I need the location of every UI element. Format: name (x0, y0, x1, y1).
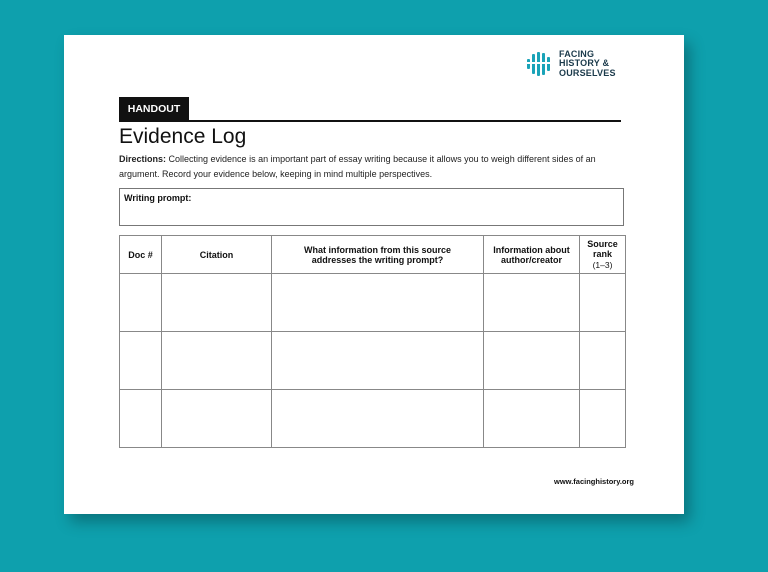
column-header-label: Source rank (587, 239, 618, 259)
directions-body: Collecting evidence is an important part of essay writing because it allows you to weigh different sides of an argument. Record your evidence below, keeping in mind multiple perspectives. (119, 154, 596, 179)
directions-label: Directions: (119, 154, 167, 164)
table-cell-rank[interactable] (580, 332, 626, 390)
table-cell-citation[interactable] (162, 390, 272, 448)
table-cell-doc[interactable] (120, 274, 162, 332)
table-header-row (120, 236, 626, 274)
table-cell-author[interactable] (484, 332, 580, 390)
table-cell-citation[interactable] (162, 332, 272, 390)
table-cell-author[interactable] (484, 274, 580, 332)
logo-line: FACING (559, 48, 595, 59)
header-rule (119, 120, 621, 122)
logo-line: OURSELVES (559, 67, 616, 78)
column-header-author (484, 236, 580, 274)
table-cell-information[interactable] (272, 332, 484, 390)
column-header-label: Doc # (128, 249, 153, 260)
facing-history-logo[interactable] (525, 48, 625, 80)
table-row (120, 390, 626, 448)
column-header-label: What information from this source addresses the writing prompt? (303, 244, 451, 265)
table-cell-doc[interactable] (120, 390, 162, 448)
logo-line: HISTORY & (559, 58, 610, 69)
writing-prompt-field[interactable] (119, 188, 624, 226)
column-header-doc (120, 236, 162, 274)
column-header-label: Information about author/creator (493, 244, 570, 265)
page-title: Evidence Log (119, 125, 247, 148)
table-cell-doc[interactable] (120, 332, 162, 390)
writing-prompt-label: Writing prompt: (124, 193, 192, 203)
column-header-information (272, 236, 484, 274)
table-cell-rank[interactable] (580, 274, 626, 332)
table-cell-rank[interactable] (580, 390, 626, 448)
logo-text (559, 50, 616, 79)
evidence-log-table (119, 235, 626, 448)
table-cell-information[interactable] (272, 390, 484, 448)
table-row (120, 274, 626, 332)
column-header-rank (580, 236, 626, 274)
table-cell-author[interactable] (484, 390, 580, 448)
handout-tag: HANDOUT (119, 97, 189, 121)
column-header-citation (162, 236, 272, 274)
table-row (120, 332, 626, 390)
column-header-label: Citation (199, 249, 234, 260)
table-cell-information[interactable] (272, 274, 484, 332)
table-cell-citation[interactable] (162, 274, 272, 332)
handout-page (64, 35, 684, 514)
directions-text (119, 152, 619, 182)
footer-url-link[interactable]: www.facinghistory.org (554, 477, 635, 486)
striped-circle-logo-icon (525, 50, 553, 78)
column-header-sublabel: (1–3) (592, 260, 613, 270)
